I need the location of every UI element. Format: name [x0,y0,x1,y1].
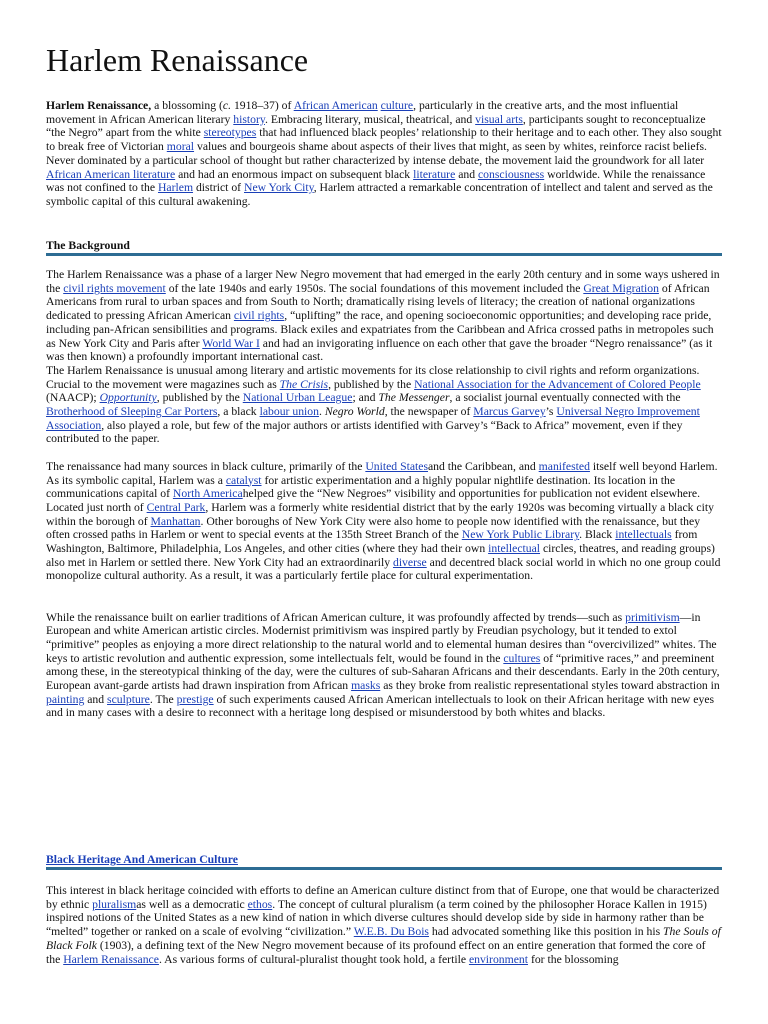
inline-link[interactable]: consciousness [477,167,545,181]
inline-link[interactable]: Brotherhood of Sleeping Car Porters [46,405,218,419]
inline-link[interactable]: African American literature [46,167,176,181]
inline-link[interactable]: literature [413,167,456,181]
inline-link[interactable]: visual arts [475,112,523,126]
section-body-heritage [46,884,722,966]
inline-link[interactable]: Marcus Garvey [473,405,546,419]
intro-paragraph [46,99,722,209]
paragraph: While the renaissance built on earlier traditions of African American culture, it was profoundly affected by trends—such as primitivism—in European and white American artistic circles. Modernist primitivism was inspired partly by Freudian psychology, but it tended to extol “primitive” peoples as enjoying a more direct relationship to the natural world and to elemental human desires than “overcivilized” whites. The keys to artistic revolution and authentic expression, some intellectuals felt, would be found in the cultures of “primitive races,” and preeminent among these, in the stereotypical thinking of the day, were the cultures of sub-Saharan Africans and their descendants. Early in the 20th century, European avant-garde artists had drawn inspiration from African masks as they broke from realistic representational styles toward abstraction in painting and sculpture. The prestige of such experiments caused African American intellectuals to look on their African heritage with new eyes and in many cases with a desire to reconnect with a heritage long despised or misunderstood by both whites and blacks. [46,610,720,720]
inline-link[interactable]: Harlem Renaissance [63,952,159,966]
inline-link[interactable]: African American [293,99,378,112]
inline-link[interactable]: North America [172,487,243,501]
section-divider [46,867,722,870]
inline-link[interactable]: sculpture [107,692,150,706]
inline-link[interactable]: stereotypes [203,126,257,140]
inline-link[interactable]: New York City [244,181,314,195]
inline-link[interactable]: Manhattan [150,514,201,528]
paragraph: The Harlem Renaissance is unusual among literary and artistic movements for its close relationship to civil rights and reform organizations. Crucial to the movement were magazines such as The Crisis, published by the National Association for the Advancement of Colored People (NAACP); Opportunity, published by the National Urban League; and The Messenger, a socialist journal eventually connected with the Brotherhood of Sleeping Car Porters, a black labour union. Negro World, the newspaper of Marcus Garvey’s Universal Negro Improvement Association, also played a role, but few of the major authors or artists identified with Garvey’s “Back to Africa” movement, even if they contributed to the paper. [46,363,701,446]
section-heading-link[interactable]: Black Heritage And American Culture [46,853,238,866]
paragraph: The Harlem Renaissance was a phase of a larger New Negro movement that had emerged in the early 20th century and in some ways ushered in the civil rights movement of the late 1940s and early 1950s. The social foundations of this movement included the Great Migration of African Americans from rural to urban spaces and from South to North; dramatically rising levels of literacy; the creation of national organizations dedicated to pressing African American civil rights, “uplifting” the race, and opening socioeconomic opportunities; and developing race pride, including pan-African sensibilities and programs. Black exiles and expatriates from the Caribbean and Africa crossed paths in metropoles such as New York City and Paris after World War I and had an invigorating influence on each other that gave the broader “Negro renaissance” (as it was then known) a profoundly important international cast. [46,268,720,364]
inline-link[interactable]: cultures [503,651,541,665]
paragraph-gap [46,597,722,611]
inline-link[interactable]: Harlem [157,181,194,195]
inline-link[interactable]: history [233,112,265,126]
inline-link[interactable]: The Crisis [279,377,329,391]
section-divider [46,253,722,256]
inline-link[interactable]: masks [351,679,381,693]
paragraph-gap [46,446,722,460]
paragraph-gap [46,583,722,597]
section-heading-heritage[interactable] [46,853,722,867]
inline-link[interactable]: prestige [176,692,214,706]
inline-link[interactable]: diverse [392,555,427,569]
inline-link[interactable]: United States [365,459,428,473]
inline-link[interactable]: primitivism [625,610,680,624]
inline-link[interactable]: civil rights movement [63,281,166,295]
inline-link[interactable]: Great Migration [583,281,659,295]
inline-link[interactable]: W.E.B. Du Bois [353,925,429,939]
section-heading-background: The Background [46,239,130,252]
inline-link[interactable]: Opportunity [99,391,157,405]
inline-link[interactable]: moral [166,140,195,154]
inline-link[interactable]: civil rights [233,309,285,323]
inline-link[interactable]: environment [468,952,529,966]
intro-text: Harlem Renaissance, a blossoming (c. 1918–37) of African American culture, particularly in the creative arts, and the most influential movement in African American literary history. Embracing literary, musical, theatrical, and visual arts, participants sought to reconceptualize “the Negro” apart from the white stereotypes that had influenced black peoples’ relationship to their heritage and to each other. They also sought to break free of Victorian moral values and bourgeois shame about aspects of their lives that might, as seen by whites, reinforce racist beliefs. Never dominated by a particular school of thought but rather characterized by intense debate, the movement laid the groundwork for all later African American literature and had an enormous impact on subsequent black literature and consciousness worldwide. While the renaissance was not confined to the Harlem district of New York City, Harlem attracted a remarkable concentration of intellect and talent and served as the symbolic capital of this cultural awakening. [46,99,722,208]
inline-link[interactable]: catalyst [225,473,262,487]
page-title: Harlem Renaissance [46,42,309,78]
inline-link[interactable]: intellectuals [615,528,672,542]
paragraph: This interest in black heritage coincided with efforts to define an American culture distinct from that of Europe, one that would be characterized by ethnic pluralismas well as a democratic ethos. The concept of cultural pluralism (a term coined by the philosopher Horace Kallen in 1915) inspired notions of the United States as a new kind of nation in which diverse cultures should develop side by side in harmony rather than be “melted” together or ranked on a scale of evolving “civilization.” W.E.B. Du Bois had advocated something like this position in his The Souls of Black Folk (1903), a defining text of the New Negro movement because of its profound effect on an entire generation that formed the core of the Harlem Renaissance. As various forms of cultural-pluralist thought took hold, a fertile environment for the blossoming [46,884,721,966]
inline-link[interactable]: culture [380,99,414,112]
paragraph: The renaissance had many sources in black culture, primarily of the United Statesand the Caribbean, and manifested itself well beyond Harlem. As its symbolic capital, Harlem was a catalyst for artistic experimentation and a highly popular nightlife destination. Its location in the communications capital of North Americahelped give the “New Negroes” visibility and opportunities for publication not evident elsewhere. Located just north of Central Park, Harlem was a formerly white residential district that by the early 1920s was becoming virtually a black city within the borough of Manhattan. Other boroughs of New York City were also home to people now identified with the renaissance, but they often crossed paths in Harlem or went to special events at the 135th Street Branch of the New York Public Library. Black intellectuals from Washington, Baltimore, Philadelphia, Los Angeles, and other cities (where they had their own intellectual circles, theatres, and reading groups) also met in Harlem or settled there. New York City had an extraordinarily diverse and decentred black social world in which no one group could monopolize cultural authority. As a result, it was a particularly fertile place for cultural experimentation. [46,459,721,583]
inline-link[interactable]: painting [46,692,85,706]
inline-link[interactable]: intellectual [488,542,541,556]
inline-link[interactable]: New York Public Library [461,528,580,542]
inline-link[interactable]: National Urban League [242,391,353,405]
inline-link[interactable]: World War I [202,336,260,350]
inline-link[interactable]: National Association for the Advancement of Colored People [414,377,701,391]
inline-link[interactable]: manifested [538,459,590,473]
inline-link[interactable]: Universal Negro Improvement Association [46,405,700,432]
inline-link[interactable]: labour union [259,405,319,419]
inline-link[interactable]: pluralism [92,897,137,911]
section-body-background [46,268,722,720]
inline-link[interactable]: ethos [247,897,273,911]
inline-link[interactable]: Central Park [146,500,206,514]
